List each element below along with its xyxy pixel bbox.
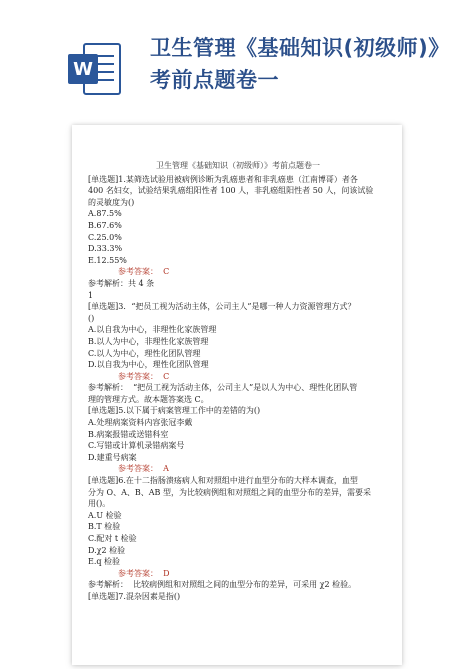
analysis-extra: 1: [88, 290, 94, 300]
option-c: C.配对 t 检验: [88, 534, 137, 543]
option-d: D.33.3%: [88, 244, 123, 254]
reference-analysis: 参考解析：共 4 条: [88, 278, 155, 288]
option-b: B.67.6%: [88, 220, 122, 230]
option-d: D.χ2 检验: [88, 545, 126, 555]
option-a: A.处理病案资料内容张冠李戴: [88, 418, 193, 428]
option-e: E.q 检验: [88, 557, 121, 567]
reference-answer: 参考答案： C: [118, 371, 170, 381]
reference-analysis: 理的管理方式。故本题答案选 C。: [88, 394, 209, 404]
reference-analysis: 参考解析： 比较病例组和对照组之间的血型分布的差异，可采用 χ2 检验。: [88, 580, 357, 590]
option-e: E.12.55%: [88, 255, 127, 265]
document-content: [88, 160, 388, 603]
option-d: D.建重号病案: [88, 452, 137, 462]
option-a: A.U 检验: [88, 510, 122, 520]
option-b: B.以人为中心，非理性化家族管理: [88, 336, 209, 346]
question-6-text: [单选题]6.在十二指肠溃疡病人和对照组中进行血型分布的大样本调查，血型: [88, 476, 358, 486]
reference-answer: 参考答案： D: [118, 568, 170, 578]
option-b: B.病案报错或送错科室: [88, 429, 169, 439]
word-document-icon: [66, 40, 124, 98]
option-b: B.T 检验: [88, 522, 121, 532]
reference-answer: 参考答案： A: [118, 464, 169, 474]
document-title: 卫生管理《基础知识（初级师）》考前点题卷一: [156, 161, 320, 170]
hero-banner: [0, 0, 474, 140]
question-1-text: 400 名妇女，试验结果乳癌组阳性者 100 人，非乳癌组阳性者 50 人，问该试验: [88, 186, 374, 196]
option-a: A.87.5%: [88, 209, 122, 219]
option-c: C.写错或计算机录错病案号: [88, 441, 185, 451]
question-1-text: 的灵敏度为(): [88, 197, 135, 207]
option-c: C.25.0%: [88, 232, 122, 242]
question-1-text: [单选题]1.某筛选试验用被病例诊断为乳癌患者和非乳癌患（江南博哥）者各: [88, 174, 358, 184]
option-a: A.以自我为中心，非理性化家族管理: [88, 325, 217, 335]
question-3-text: (): [88, 313, 95, 323]
word-icon-letter: W: [73, 59, 93, 80]
question-7-text: [单选题]7.混杂因素是指(): [88, 591, 181, 601]
question-6-text: 用()。: [88, 499, 111, 509]
option-c: C.以人为中心，理性化团队管理: [88, 348, 201, 358]
page-title: 卫生管理《基础知识(初级师)》考前点题卷一: [150, 36, 450, 92]
question-6-text: 分为 O、A、B、AB 型，为比较病例组和对照组之间的血型分布的差异，需要采: [88, 487, 371, 497]
option-d: D.以自我为中心，理性化团队管理: [88, 360, 209, 370]
reference-answer: 参考答案： C: [118, 267, 170, 277]
reference-analysis: 参考解析： “把员工视为活动主体，公司主人”是以人为中心、理性化团队管: [88, 383, 358, 393]
question-5-text: [单选题]5.以下属于病案管理工作中的差错的为(): [88, 406, 261, 416]
question-3-text: [单选题]3．“把员工视为活动主体，公司主人”是哪一种人力资源管理方式？: [88, 302, 356, 312]
